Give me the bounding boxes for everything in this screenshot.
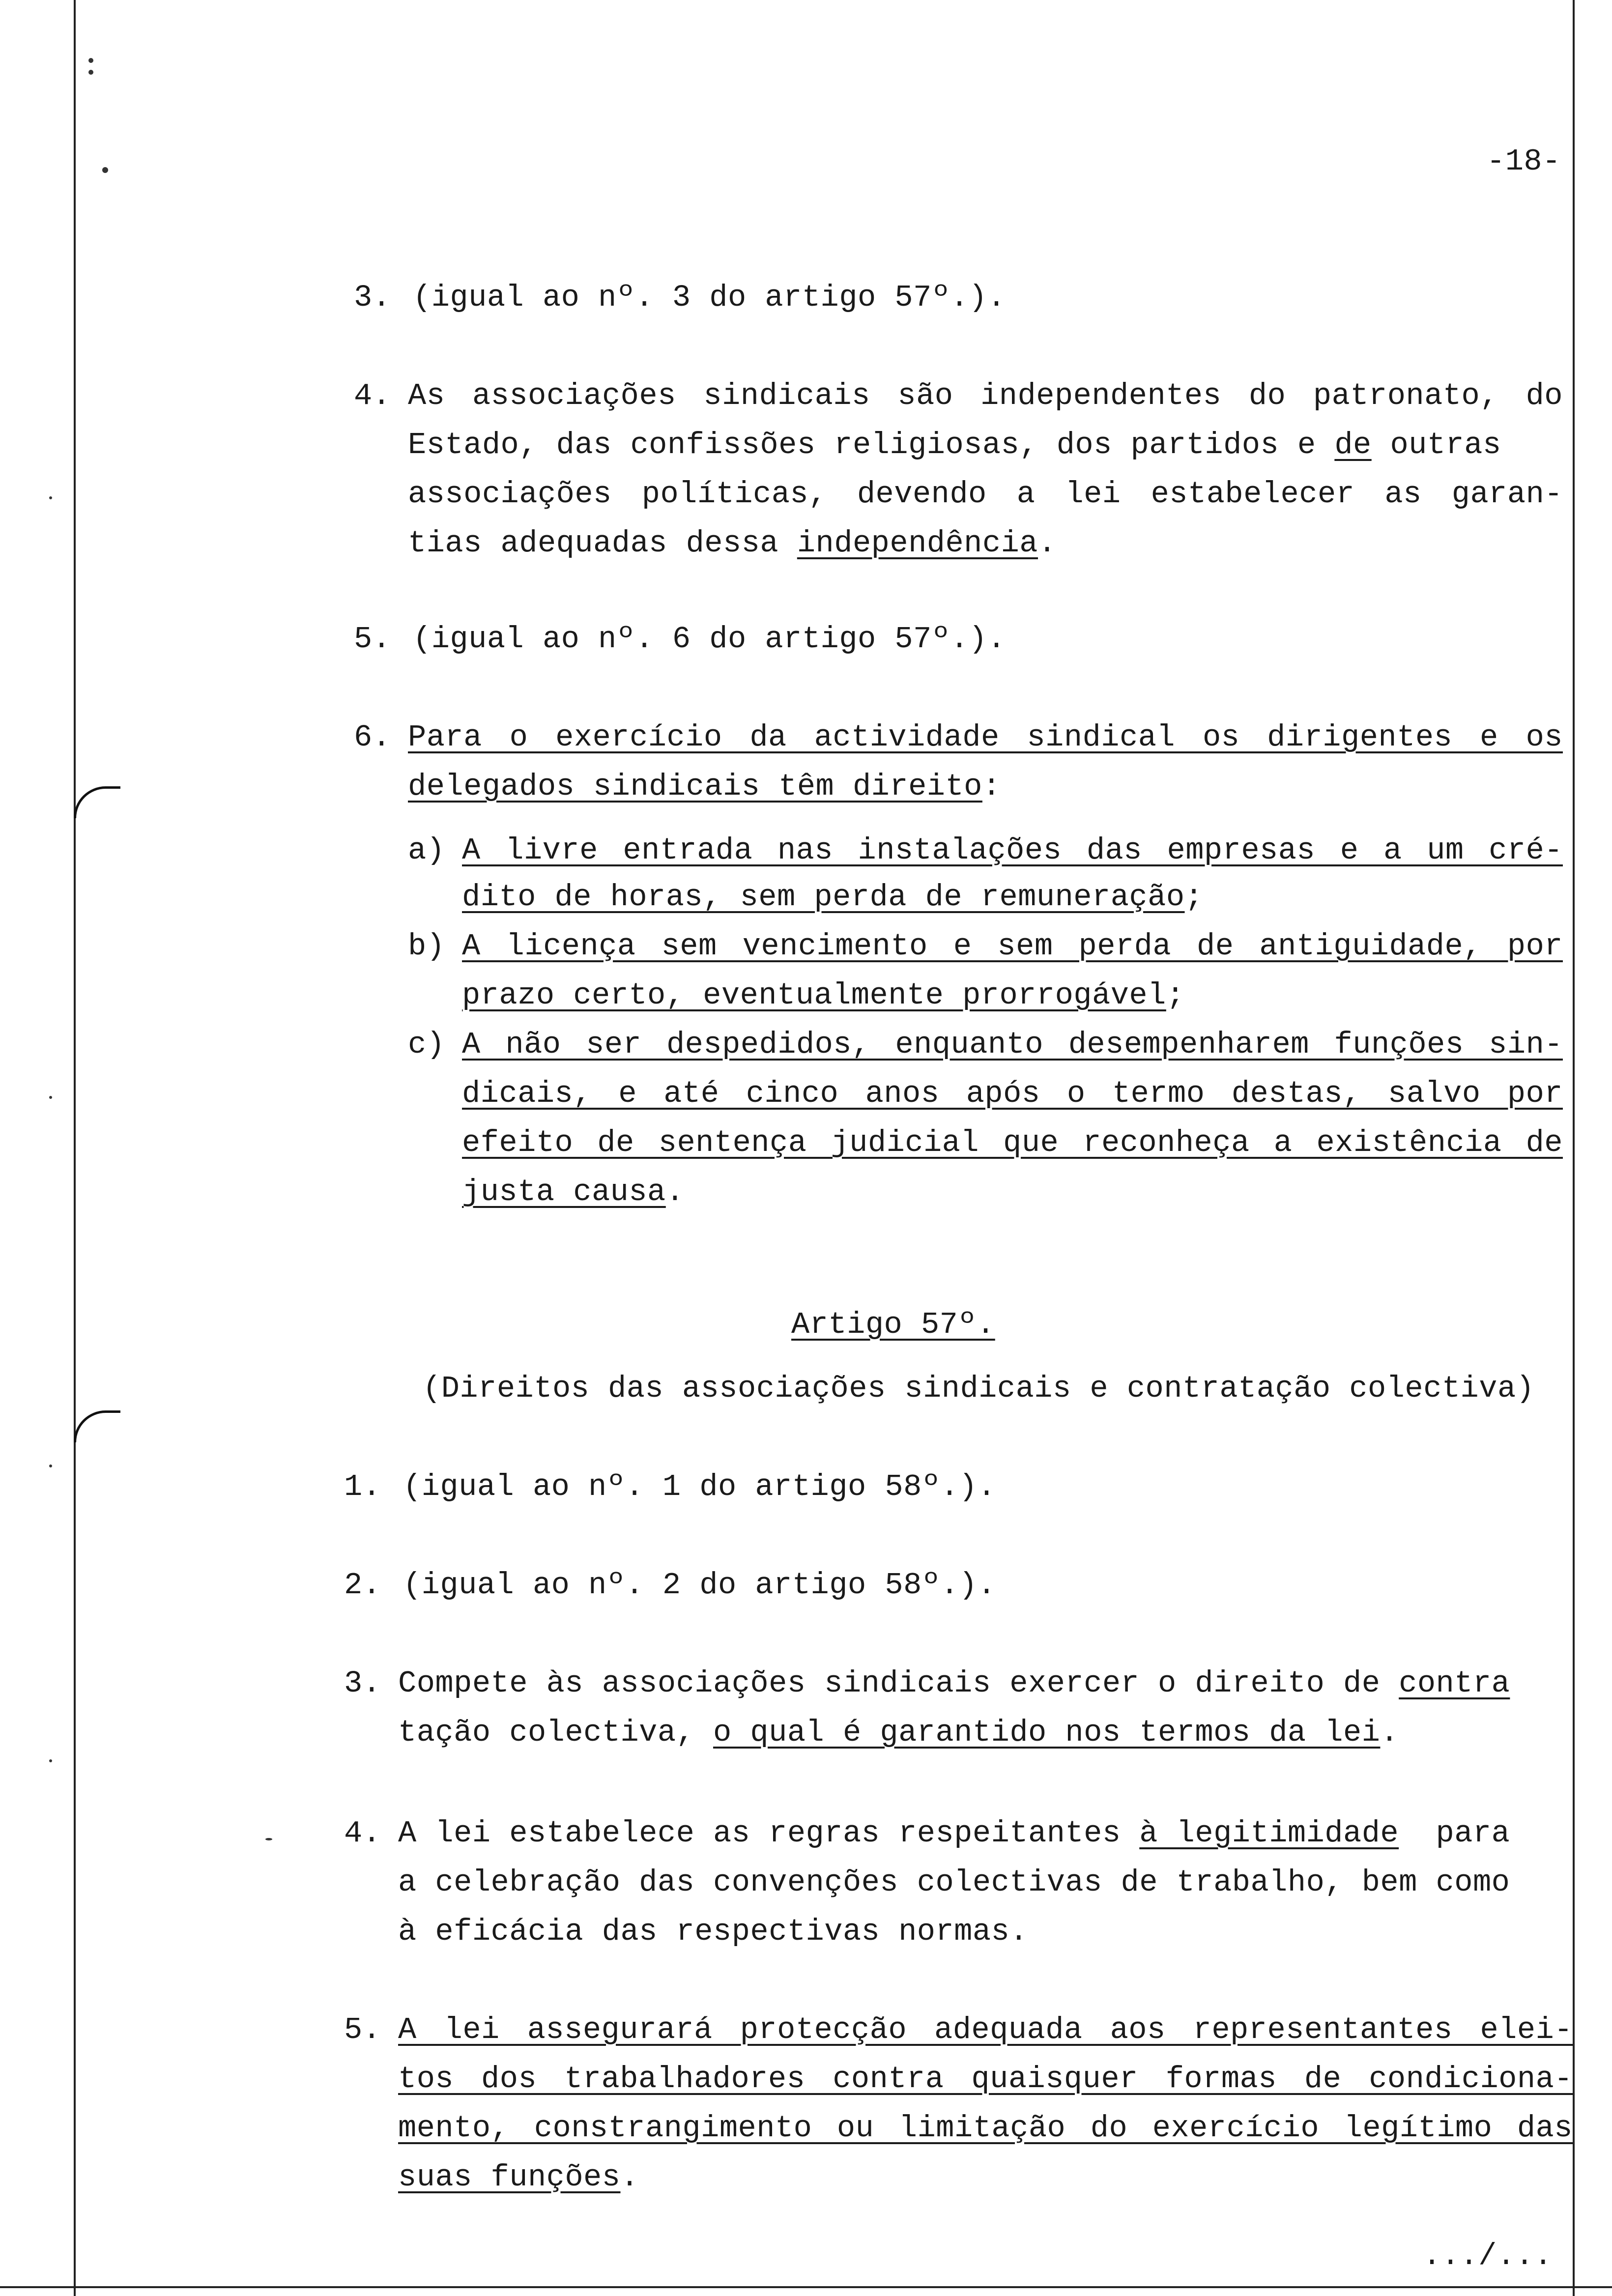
subitem-label: b)	[408, 929, 445, 964]
subitem-label: a)	[408, 833, 445, 868]
page-frame-right	[1573, 0, 1575, 2296]
item-text: (igual ao nº. 3 do artigo 57º.).	[413, 280, 1006, 315]
subitem-text-line: dicais, e até cinco anos após o termo destas, salvo por	[462, 1076, 1563, 1111]
item-text-line: à eficácia das respectivas normas.	[398, 1914, 1029, 1949]
subitem-label: c)	[408, 1027, 445, 1062]
item-number: 3.	[344, 1666, 381, 1701]
margin-speck	[88, 70, 93, 75]
item-text: (igual ao nº. 6 do artigo 57º.).	[413, 622, 1006, 657]
item-text-line: Compete às associações sindicais exercer o direito de contra	[398, 1666, 1510, 1701]
item-number: 3.	[354, 280, 391, 315]
item-text-line: A lei estabelece as regras respeitantes à legitimidade para	[398, 1816, 1510, 1851]
continuation-mark: .../...	[1423, 2239, 1553, 2273]
item-number: 2.	[344, 1568, 381, 1603]
margin-speck	[102, 167, 108, 173]
page-number: -18-	[1487, 144, 1561, 179]
margin-arc-mark	[74, 786, 120, 818]
article-subtitle: (Direitos das associações sindicais e contratação colectiva)	[423, 1371, 1535, 1406]
item-text-line: associações políticas, devendo a lei estabelecer as garan-	[408, 477, 1563, 512]
page-frame-left	[74, 0, 76, 2296]
margin-speck	[88, 58, 93, 63]
margin-arc-mark	[74, 1410, 120, 1442]
subitem-text-line: A livre entrada nas instalações das empresas e a um cré-	[462, 833, 1563, 868]
margin-speck	[49, 1759, 52, 1762]
item-text-line: A lei assegurará protecção adequada aos representantes elei-	[398, 2012, 1573, 2047]
subitem-text-line: dito de horas, sem perda de remuneração;	[462, 880, 1204, 915]
margin-speck	[49, 496, 52, 499]
subitem-text-line: A não ser despedidos, enquanto desempenharem funções sin-	[462, 1027, 1563, 1062]
item-text-line: tos dos trabalhadores contra quaisquer formas de condiciona-	[398, 2062, 1573, 2096]
page-frame-bottom	[0, 2286, 1612, 2288]
item-text-line: Estado, das confissões religiosas, dos partidos e de outras	[408, 428, 1501, 462]
item-number: 6.	[354, 720, 391, 755]
margin-speck	[49, 1096, 52, 1099]
item-text-line: a celebração das convenções colectivas de trabalho, bem como	[398, 1865, 1510, 1900]
item-number: 5.	[344, 2012, 381, 2047]
item-text-line: mento, constrangimento ou limitação do exercício legítimo das	[398, 2111, 1573, 2146]
subitem-text-line: A licença sem vencimento e sem perda de antiguidade, por	[462, 929, 1563, 964]
item-text-line: tação colectiva, o qual é garantido nos termos da lei.	[398, 1715, 1399, 1750]
article-title: Artigo 57º.	[791, 1307, 995, 1342]
item-text-line: tias adequadas dessa independência.	[408, 526, 1057, 561]
item-text-line: delegados sindicais têm direito:	[408, 769, 1001, 804]
item-number: 1.	[344, 1469, 381, 1504]
margin-speck	[265, 1838, 272, 1840]
item-text-line: As associações sindicais são independentes do patronato, do	[408, 378, 1563, 413]
item-number: 4.	[344, 1816, 381, 1851]
subitem-text-line: justa causa.	[462, 1175, 685, 1209]
item-text-line: suas funções.	[398, 2160, 639, 2195]
item-number: 5.	[354, 622, 391, 657]
item-text: (igual ao nº. 1 do artigo 58º.).	[403, 1469, 996, 1504]
subitem-text-line: efeito de sentença judicial que reconheça a existência de	[462, 1125, 1563, 1160]
item-text: (igual ao nº. 2 do artigo 58º.).	[403, 1568, 996, 1603]
margin-speck	[49, 1464, 52, 1467]
item-text-line: Para o exercício da actividade sindical os dirigentes e os	[408, 720, 1563, 755]
subitem-text-line: prazo certo, eventualmente prorrogável;	[462, 978, 1185, 1013]
item-number: 4.	[354, 378, 391, 413]
